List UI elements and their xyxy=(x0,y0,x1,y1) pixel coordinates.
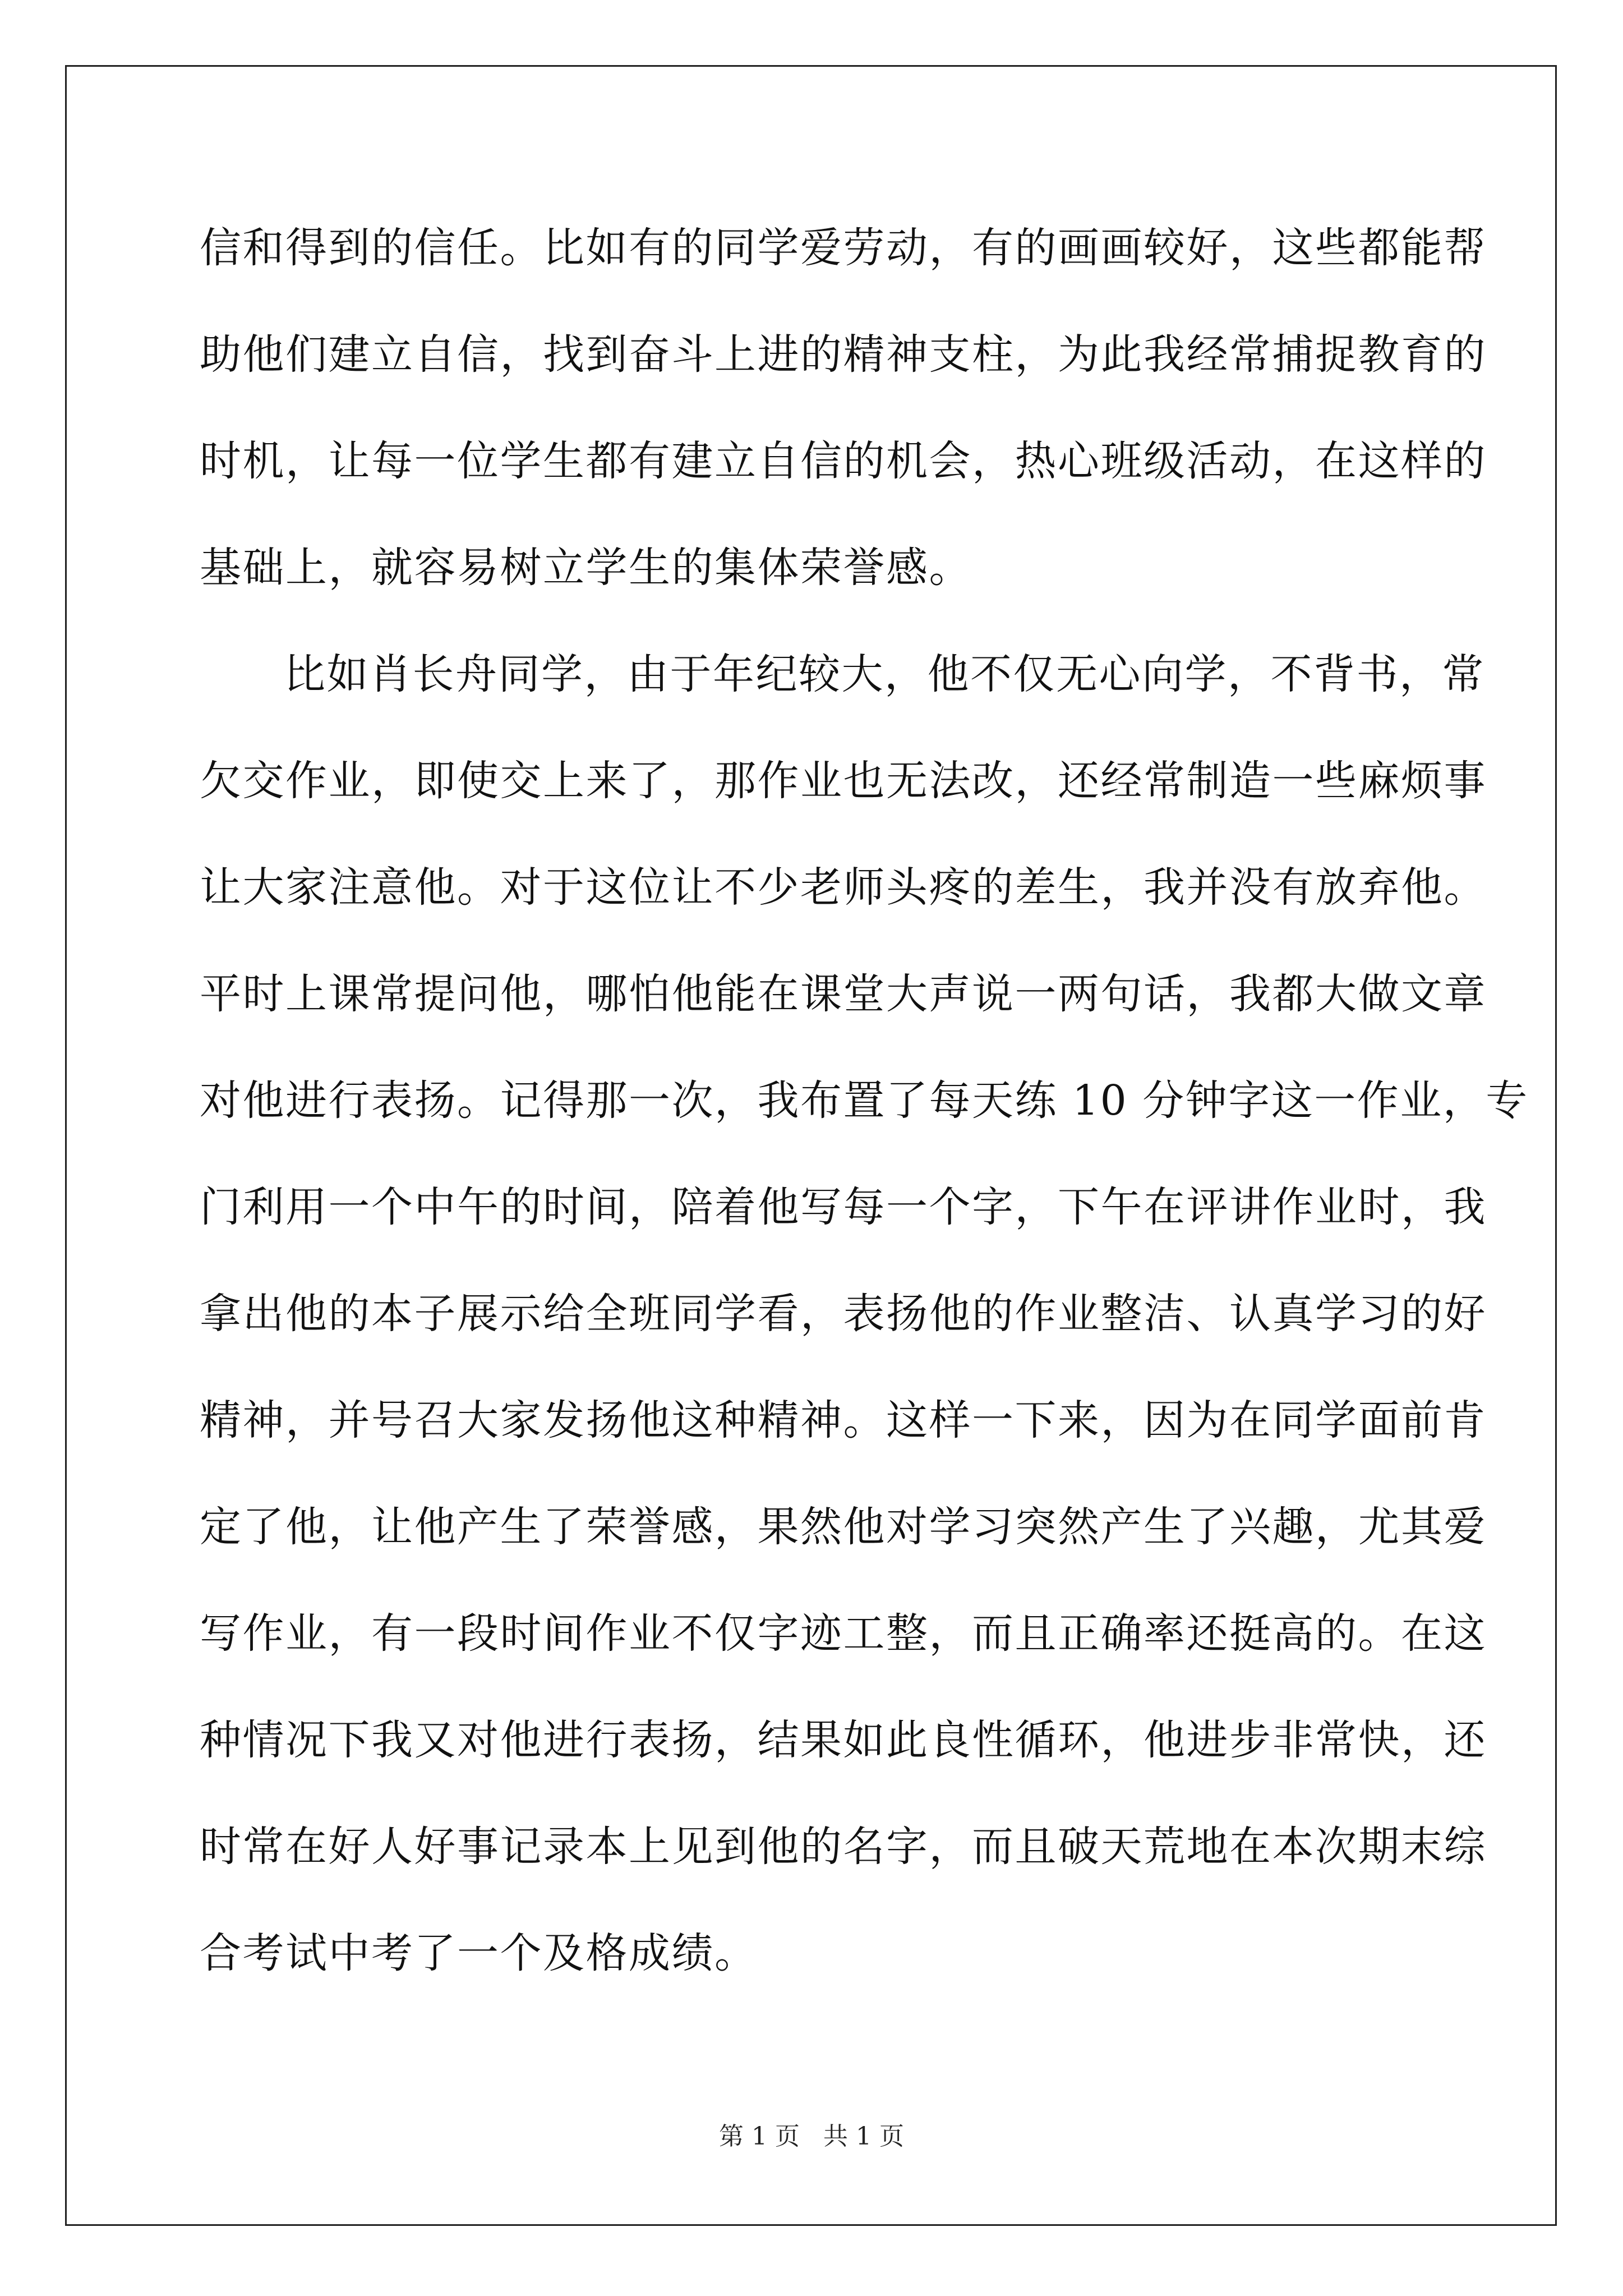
text-line: 对他进行表扬。记得那一次，我布置了每天练 10 分钟字这一作业，专 xyxy=(200,1076,1529,1125)
document-body xyxy=(200,220,1529,2032)
text-line: 助他们建立自信，找到奋斗上进的精神支柱，为此我经常捕捉教育的 xyxy=(200,330,1487,379)
paragraph xyxy=(200,220,1487,646)
page-number: 第 1 页 共 1 页 xyxy=(719,2122,904,2151)
text-line: 信和得到的信任。比如有的同学爱劳动，有的画画较好，这些都能帮 xyxy=(200,224,1487,272)
text-line: 精神，并号召大家发扬他这种精神。这样一下来，因为在同学面前肯 xyxy=(200,1396,1487,1444)
text-line: 定了他，让他产生了荣誉感，果然他对学习突然产生了兴趣，尤其爱 xyxy=(200,1503,1487,1551)
text-line: 拿出他的本子展示给全班同学看，表扬他的作业整洁、认真学习的好 xyxy=(200,1290,1487,1338)
text-line: 欠交作业，即使交上来了，那作业也无法改，还经常制造一些麻烦事 xyxy=(200,757,1487,805)
text-line: 平时上课常提问他，哪怕他能在课堂大声说一两句话，我都大做文章 xyxy=(200,970,1487,1018)
text-line: 基础上，就容易树立学生的集体荣誉感。 xyxy=(200,544,972,592)
text-line: 比如肖长舟同学，由于年纪较大，他不仅无心向学，不背书，常 xyxy=(284,650,1485,698)
text-line: 时常在好人好事记录本上见到他的名字，而且破天荒地在本次期末综 xyxy=(200,1823,1487,1871)
paragraph xyxy=(200,646,1529,2032)
text-line: 让大家注意他。对于这位让不少老师头疼的差生，我并没有放弃他。 xyxy=(200,863,1487,912)
page-footer xyxy=(0,2116,1623,2152)
text-line: 时机，让每一位学生都有建立自信的机会，热心班级活动，在这样的 xyxy=(200,437,1487,485)
text-line: 写作业，有一段时间作业不仅字迹工整，而且正确率还挺高的。在这 xyxy=(200,1609,1487,1658)
text-line: 合考试中考了一个及格成绩。 xyxy=(200,1929,758,1977)
text-line: 种情况下我又对他进行表扬，结果如此良性循环，他进步非常快，还 xyxy=(200,1716,1487,1764)
text-line: 门利用一个中午的时间，陪着他写每一个字，下午在评讲作业时，我 xyxy=(200,1183,1487,1231)
